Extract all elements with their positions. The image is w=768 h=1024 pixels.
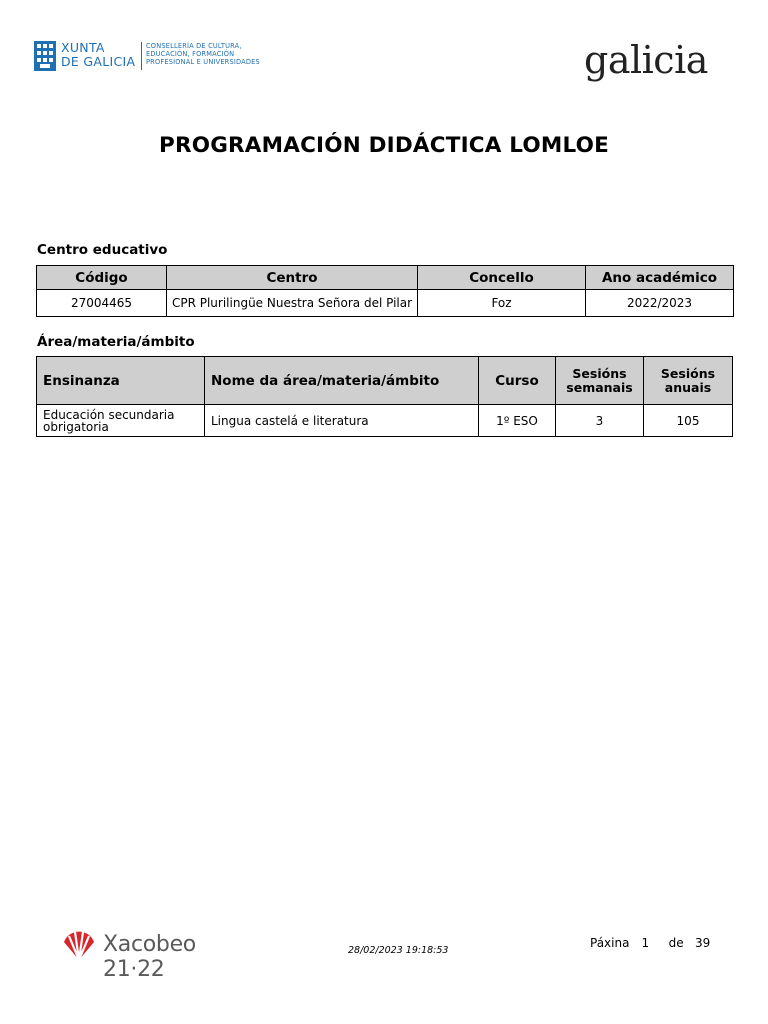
dept-line3: PROFESIONAL E UNIVERSIDADES	[146, 58, 260, 66]
header-nome: Nome da área/materia/ámbito	[205, 357, 479, 405]
section-centro-label: Centro educativo	[37, 242, 168, 258]
cell-anuais: 105	[644, 405, 733, 437]
dept-line1: CONSELLERÍA DE CULTURA,	[146, 42, 242, 50]
page-label: Páxina	[590, 936, 630, 950]
cell-centro: CPR Plurilingüe Nuestra Señora del Pilar	[167, 290, 418, 317]
table-row	[37, 405, 733, 437]
table-header-row	[37, 357, 733, 405]
cell-ensinanza: Educación secundaria obrigatoria	[37, 405, 205, 437]
header-ensinanza: Ensinanza	[37, 357, 205, 405]
page-count	[590, 936, 710, 950]
cell-ano: 2022/2023	[586, 290, 734, 317]
header-ano: Ano académico	[586, 266, 734, 290]
area-table	[36, 356, 733, 437]
galicia-logo	[576, 34, 726, 90]
cell-concello: Foz	[418, 290, 586, 317]
header-centro: Centro	[167, 266, 418, 290]
header-semanais: Sesións semanais	[556, 357, 644, 405]
cell-curso: 1º ESO	[479, 405, 556, 437]
header-anuais: Sesións anuais	[644, 357, 733, 405]
table-header-row	[37, 266, 734, 290]
header-codigo: Código	[37, 266, 167, 290]
page-of: de	[668, 936, 684, 950]
page-current: 1	[641, 936, 650, 950]
xacobeo-text: Xacobeo 21·22	[103, 932, 196, 982]
header-curso: Curso	[479, 357, 556, 405]
table-row	[37, 290, 734, 317]
xunta-name-line2: DE GALICIA	[61, 54, 136, 69]
cell-nome: Lingua castelá e literatura	[205, 405, 479, 437]
centro-table	[36, 265, 734, 317]
timestamp: 28/02/2023 19:18:53	[348, 945, 449, 956]
xunta-department	[146, 42, 260, 66]
xunta-emblem-icon	[34, 41, 56, 71]
section-area-label: Área/materia/ámbito	[37, 334, 195, 350]
dept-line2: EDUCACIÓN, FORMACIÓN	[146, 50, 235, 58]
page-total: 39	[694, 936, 711, 950]
xunta-logo	[34, 40, 279, 74]
page-title: PROGRAMACIÓN DIDÁCTICA LOMLOE	[159, 133, 609, 158]
xunta-divider	[141, 42, 142, 70]
xunta-name	[61, 41, 135, 69]
xacobeo-logo	[61, 928, 256, 982]
scallop-shell-icon	[61, 928, 97, 964]
galicia-brand-text: galicia	[584, 38, 708, 82]
header-concello: Concello	[418, 266, 586, 290]
xunta-name-line1: XUNTA	[61, 40, 105, 55]
cell-codigo: 27004465	[37, 290, 167, 317]
cell-semanais: 3	[556, 405, 644, 437]
